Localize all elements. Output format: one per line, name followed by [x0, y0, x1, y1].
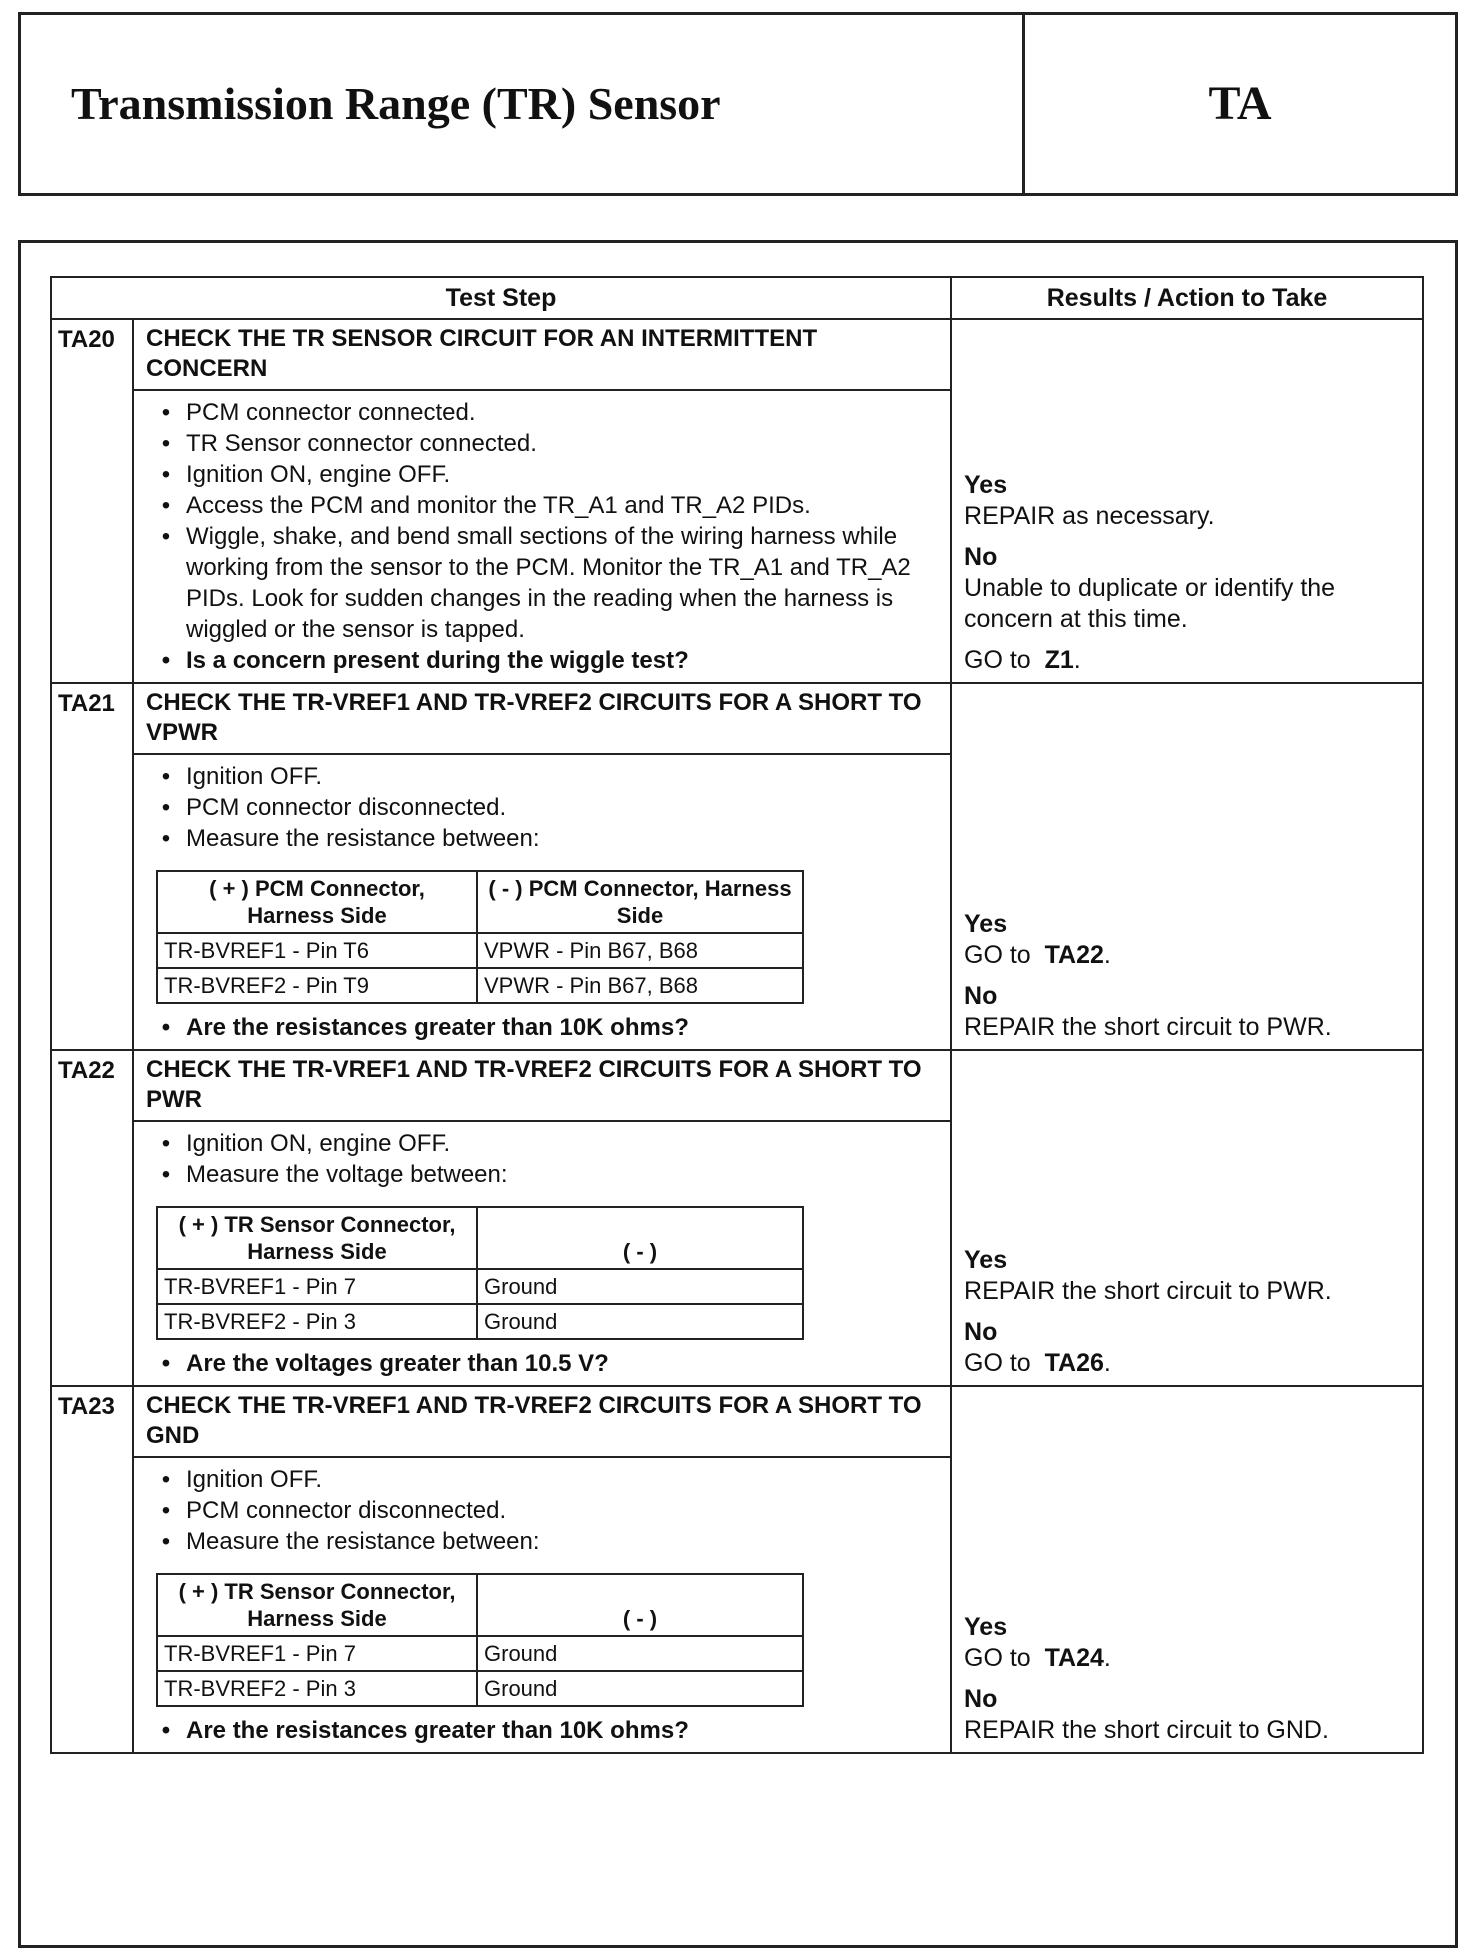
yes-label: Yes — [964, 471, 1008, 499]
no-action: REPAIR the short circuit to GND. — [964, 1716, 1329, 1744]
measurement-table — [156, 870, 804, 1004]
yes-action: GO to TA24. — [964, 1644, 1111, 1672]
goto-target: TA22 — [1044, 941, 1104, 969]
section-code: TA — [1208, 77, 1272, 130]
step-ta22 — [51, 1050, 1423, 1121]
goto-target: TA26 — [1044, 1349, 1104, 1377]
step-result — [951, 319, 1423, 683]
table-row: TR-BVREF2 - Pin 3 Ground — [157, 1671, 803, 1706]
step-title: CHECK THE TR-VREF1 AND TR-VREF2 CIRCUITS FOR A SHORT TO VPWR — [133, 683, 951, 754]
step-question: • Are the voltages greater than 10.5 V? — [186, 1348, 940, 1379]
no-label: No — [964, 982, 998, 1010]
table-row: TR-BVREF1 - Pin 7 Ground — [157, 1269, 803, 1304]
measurement-header-negative: ( - ) — [477, 1207, 803, 1269]
step-id-spacer — [51, 754, 133, 1050]
goto-target: TA24 — [1044, 1644, 1104, 1672]
yes-action: REPAIR the short circuit to PWR. — [964, 1277, 1332, 1305]
step-question: • Is a concern present during the wiggle test? — [186, 645, 940, 676]
measurement-header-positive: ( + ) PCM Connector, Harness Side — [157, 871, 477, 933]
yes-label: Yes — [964, 1613, 1008, 1641]
instruction-item: • Ignition ON, engine OFF. — [186, 1128, 940, 1159]
step-instructions — [133, 1457, 951, 1753]
goto-target: Z1 — [1044, 646, 1074, 674]
step-id: TA23 — [51, 1386, 133, 1457]
step-id: TA20 — [51, 319, 133, 390]
yes-label: Yes — [964, 1246, 1008, 1274]
page-header — [18, 12, 1458, 196]
instruction-item: • Measure the resistance between: — [186, 823, 940, 854]
instruction-item: • TR Sensor connector connected. — [186, 428, 940, 459]
instruction-item: • Ignition OFF. — [186, 1464, 940, 1495]
instruction-item: • PCM connector disconnected. — [186, 792, 940, 823]
measurement-table — [156, 1573, 804, 1707]
measurement-header-negative: ( - ) PCM Connector, Harness Side — [477, 871, 803, 933]
step-id: TA22 — [51, 1050, 133, 1121]
no-label: No — [964, 543, 998, 571]
yes-label: Yes — [964, 910, 1008, 938]
step-id: TA21 — [51, 683, 133, 754]
step-instructions — [133, 1121, 951, 1386]
step-ta20 — [51, 319, 1423, 390]
step-result — [951, 683, 1423, 1050]
no-action: Unable to duplicate or identify the concern at this time. — [964, 574, 1336, 633]
yes-action: REPAIR as necessary. — [964, 502, 1215, 530]
instruction-item: • Ignition ON, engine OFF. — [186, 459, 940, 490]
yes-action: GO to TA22. — [964, 941, 1111, 969]
step-result — [951, 1050, 1423, 1386]
no-action: GO to TA26. — [964, 1349, 1111, 1377]
instruction-item: • Ignition OFF. — [186, 761, 940, 792]
diagnostic-table — [50, 276, 1424, 1754]
instruction-item: • Measure the voltage between: — [186, 1159, 940, 1190]
page-title: Transmission Range (TR) Sensor — [71, 78, 721, 129]
results-header: Results / Action to Take — [951, 277, 1423, 319]
no-label: No — [964, 1685, 998, 1713]
step-result — [951, 1386, 1423, 1753]
goto-line: GO to Z1. — [964, 646, 1081, 674]
step-title: CHECK THE TR SENSOR CIRCUIT FOR AN INTERMITTENT CONCERN — [133, 319, 951, 390]
instruction-item: • Access the PCM and monitor the TR_A1 and TR_A2 PIDs. — [186, 490, 940, 521]
no-action: REPAIR the short circuit to PWR. — [964, 1013, 1332, 1041]
measurement-header-negative: ( - ) — [477, 1574, 803, 1636]
step-id-spacer — [51, 1457, 133, 1753]
step-instructions — [133, 390, 951, 683]
table-row: TR-BVREF1 - Pin 7 Ground — [157, 1636, 803, 1671]
step-id-spacer — [51, 390, 133, 683]
step-instructions — [133, 754, 951, 1050]
step-title: CHECK THE TR-VREF1 AND TR-VREF2 CIRCUITS FOR A SHORT TO PWR — [133, 1050, 951, 1121]
table-row: TR-BVREF2 - Pin T9 VPWR - Pin B67, B68 — [157, 968, 803, 1003]
test-step-header: Test Step — [51, 277, 951, 319]
step-id-spacer — [51, 1121, 133, 1386]
measurement-table — [156, 1206, 804, 1340]
table-header-row — [51, 277, 1423, 319]
measurement-header-positive: ( + ) TR Sensor Connector, Harness Side — [157, 1574, 477, 1636]
instruction-item: • PCM connector disconnected. — [186, 1495, 940, 1526]
instruction-item: • PCM connector connected. — [186, 397, 940, 428]
table-row: TR-BVREF1 - Pin T6 VPWR - Pin B67, B68 — [157, 933, 803, 968]
instruction-item: • Wiggle, shake, and bend small sections of the wiring harness while working from the sensor to the PCM. Monitor the TR_A1 and TR_A2 PIDs. Look for sudden changes in the reading when the harness is wiggled or the sensor is tapped. — [186, 521, 940, 645]
step-question: • Are the resistances greater than 10K ohms? — [186, 1715, 940, 1746]
instruction-item: • Measure the resistance between: — [186, 1526, 940, 1557]
no-label: No — [964, 1318, 998, 1346]
step-question: • Are the resistances greater than 10K ohms? — [186, 1012, 940, 1043]
table-row: TR-BVREF2 - Pin 3 Ground — [157, 1304, 803, 1339]
measurement-header-positive: ( + ) TR Sensor Connector, Harness Side — [157, 1207, 477, 1269]
step-title: CHECK THE TR-VREF1 AND TR-VREF2 CIRCUITS FOR A SHORT TO GND — [133, 1386, 951, 1457]
step-ta23 — [51, 1386, 1423, 1457]
step-ta21 — [51, 683, 1423, 754]
